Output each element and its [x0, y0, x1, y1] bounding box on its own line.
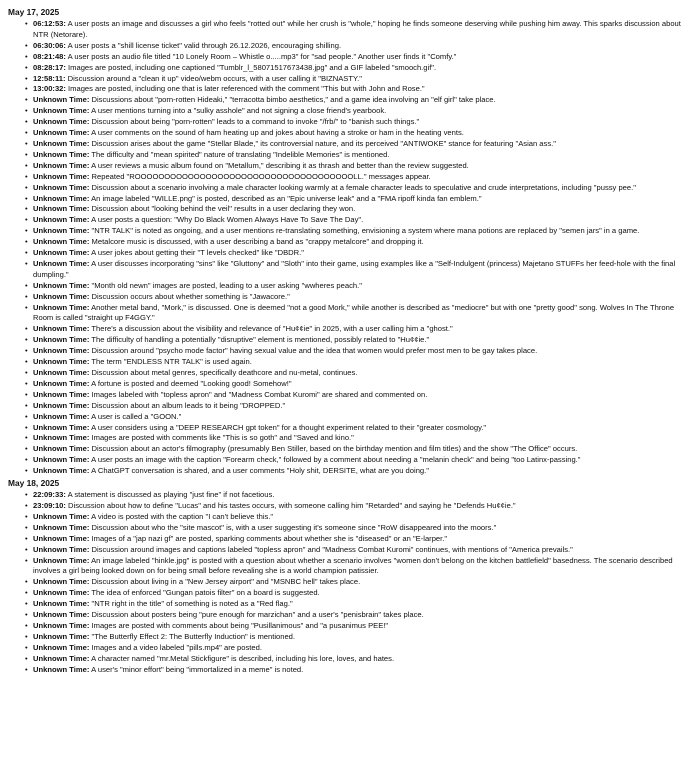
- entry-time: Unknown Time:: [33, 117, 90, 127]
- entry-time: 08:21:48:: [33, 51, 66, 61]
- list-item: [25, 357, 689, 368]
- entry-text: A user jokes about getting their "T levels checked" like "DBDR.": [89, 248, 304, 258]
- entry-text: Discussion around "psycho mode factor" having sexual value and the idea that women would prefer most men to be gay takes place.: [89, 346, 538, 356]
- list-item: [25, 588, 689, 599]
- list-item: [25, 172, 689, 183]
- entry-time: Unknown Time:: [33, 226, 90, 236]
- entry-time: Unknown Time:: [33, 411, 90, 421]
- list-item: [25, 161, 689, 172]
- entry-text: The difficulty and "mean spirited" nature of translating "Indelible Memories" is mentioned.: [89, 149, 390, 159]
- list-item: [25, 259, 689, 281]
- entry-time: Unknown Time:: [33, 599, 90, 609]
- entry-time: Unknown Time:: [33, 455, 90, 465]
- entry-text: An image labeled "WILLE.png" is posted, described as an "Epic universe leak" and a "FMA ripoff kinda fan emblem.": [89, 193, 482, 203]
- list-item: [25, 501, 689, 512]
- entry-time: Unknown Time:: [33, 258, 90, 268]
- list-item: [25, 379, 689, 390]
- entry-time: Unknown Time:: [33, 466, 90, 476]
- list-item: [25, 621, 689, 632]
- list-item: [25, 523, 689, 534]
- list-item: [25, 128, 689, 139]
- list-item: [25, 490, 689, 501]
- entry-time: Unknown Time:: [33, 302, 90, 312]
- list-item: [25, 215, 689, 226]
- list-item: [25, 390, 689, 401]
- entry-time: Unknown Time:: [33, 577, 90, 587]
- entry-text: Images labeled with "topless apron" and "Madness Combat Kuromi" are shared and commented on.: [89, 389, 428, 399]
- list-item: [25, 52, 689, 63]
- entry-text: An image labeled "hinkle.jpg" is posted with a question about whether a scenario involves "women don't belong on the kitchen battlefield" basedness. The scenario described involves a girl being looked down on for being small before revealing she is a world champion patissier.: [33, 555, 673, 576]
- entry-time: Unknown Time:: [33, 357, 90, 367]
- entry-text: Discussion about metal genres, specifically deathcore and nu-metal, continues.: [89, 368, 358, 377]
- entry-time: 22:09:33:: [33, 490, 66, 500]
- list-item: [25, 643, 689, 654]
- list-item: [25, 577, 689, 588]
- entry-time: Unknown Time:: [33, 422, 90, 432]
- list-item: [25, 335, 689, 346]
- entry-time: Unknown Time:: [33, 204, 90, 214]
- entry-time: Unknown Time:: [33, 631, 90, 641]
- entry-time: Unknown Time:: [33, 248, 90, 258]
- entry-text: A user discusses incorporating "sins" like "Gluttony" and "Sloth" into their game, using examples like a "Self-Indulgent (princess) Majetano STUFFs her feed-hole with the final dumpling.": [33, 258, 676, 279]
- entry-text: Images are posted with comments like "This is so goth" and "Saved and kino.": [89, 433, 354, 443]
- entry-time: Unknown Time:: [33, 544, 90, 554]
- entry-text: Discussion about living in a "New Jersey airport" and "MSNBC hell" takes place.: [89, 577, 361, 587]
- list-item: [25, 292, 689, 303]
- list-item: [25, 545, 689, 556]
- entry-time: Unknown Time:: [33, 378, 90, 388]
- entry-text: Images are posted with comments about being "Pusillanimous" and "a pusanimus PEE!": [89, 620, 389, 630]
- entry-text: A user is called a "GOON.": [89, 411, 182, 421]
- list-item: [25, 19, 689, 41]
- entry-text: There's a discussion about the visibility and relevance of "Hu¢¢ie" in 2025, with a user calling him a "ghost.": [89, 324, 453, 334]
- entry-time: 08:28:17:: [33, 62, 66, 72]
- entry-text: A video is posted with the caption "I can't believe this.": [89, 511, 274, 521]
- entry-time: 23:09:10:: [33, 500, 66, 510]
- entry-text: A user posts a question: "Why Do Black Women Always Have To Save The Day".: [89, 215, 364, 225]
- entry-time: Unknown Time:: [33, 642, 90, 652]
- entry-time: Unknown Time:: [33, 610, 90, 620]
- entry-text: A user posts a "shill license ticket" valid through 26.12.2026, encouraging shilling.: [65, 40, 342, 50]
- entry-text: Discussion arises about the game "Stellar Blade," its controversial nature, and its perceived "ANTIWOKE" stance for featuring "Asian ass.": [89, 138, 556, 148]
- entry-text: The difficulty of handling a potentially "disruptive" element is mentioned, possibly related to "Hu¢¢ie.": [89, 335, 430, 345]
- list-item: [25, 117, 689, 128]
- entry-text: "Month old newn" images are posted, leading to a user asking "wwheres peach.": [89, 280, 362, 290]
- list-item: [25, 324, 689, 335]
- list-item: [25, 303, 689, 325]
- entry-time: Unknown Time:: [33, 335, 90, 345]
- list-item: [25, 281, 689, 292]
- entry-time: Unknown Time:: [33, 291, 90, 301]
- list-item: [25, 106, 689, 117]
- list-item: [25, 84, 689, 95]
- entry-time: Unknown Time:: [33, 280, 90, 290]
- entry-text: Discussion about how to define "Lucas" and his tastes occurs, with someone calling him "Retarded" and saying he "Defends Hu¢¢ie.": [65, 500, 516, 510]
- list-item: [25, 183, 689, 194]
- entry-text: A user comments on the sound of ham heating up and jokes about having a stroke or ham in the heating vents.: [89, 128, 464, 138]
- entry-text: Discussion around images and captions labeled "topless apron" and "Madness Combat Kuromi" continues, with mentions of "America prevails.": [89, 544, 573, 554]
- list-item: [25, 466, 689, 477]
- entry-time: Unknown Time:: [33, 444, 90, 454]
- entry-time: Unknown Time:: [33, 522, 90, 532]
- entry-text: Repeated "ROOOOOOOOOOOOOOOOOOOOOOOOOOOOOOOOOOOOOLL." messages appear.: [89, 171, 431, 181]
- entry-text: Discussions about "porn-rotten Hideaki," "terracotta bimbo aesthetics," and a game idea involving an "elf girl" take place.: [89, 95, 496, 105]
- entry-text: "NTR TALK" is noted as ongoing, and a user mentions re-translating something, envisioning a system where mana potions are replaced by "semen jars" in a game.: [89, 226, 640, 236]
- entry-time: Unknown Time:: [33, 620, 90, 630]
- entry-time: Unknown Time:: [33, 138, 90, 148]
- list-item: [25, 248, 689, 259]
- entry-list: [8, 490, 689, 675]
- entry-time: 12:58:11:: [33, 73, 66, 83]
- entry-text: Discussion about who the "site mascot" is, with a user suggesting it's someone since "RoW disappeared into the moors.": [89, 522, 497, 532]
- entry-text: Discussion about an album leads to it being "DROPPED.": [89, 400, 286, 410]
- list-item: [25, 226, 689, 237]
- entry-time: Unknown Time:: [33, 533, 90, 543]
- list-item: [25, 237, 689, 248]
- entry-time: Unknown Time:: [33, 106, 90, 116]
- list-item: [25, 599, 689, 610]
- list-item: [25, 401, 689, 412]
- entry-text: A user reviews a music album found on "Metallum," describing it as thrash and better than the review suggested.: [89, 160, 469, 170]
- entry-text: Discussion about a scenario involving a male character looking warmly at a female character leads to speculative and crude interpretations, including "pussy pee.": [89, 182, 636, 192]
- date-heading: May 17, 2025: [8, 7, 60, 17]
- entry-text: Discussion about an actor's filmography (presumably Ben Stiller, based on the birthday mention and film titles) and the show "The Office" occurs.: [89, 444, 578, 454]
- list-item: [25, 423, 689, 434]
- entry-text: A user mentions turning into a "sulky asshole" and not signing a close friend's yearbook.: [89, 106, 387, 116]
- entry-text: Discussion about "looking behind the veil" results in a user declaring they won.: [89, 204, 356, 214]
- entry-text: A user posts an image and discusses a girl who feels "rotted out" while her crush is "whole," hoping he finds someone deserving while pushing him away. This sparks discussion about NTR (Netorare).: [33, 19, 681, 39]
- list-item: [25, 139, 689, 150]
- entry-text: A character named "mr.Metal Stickfigure" is described, including his lore, loves, and hates.: [89, 653, 395, 663]
- entry-text: Discussion around a "clean it up" video/webm occurs, with a user calling it "BIZNASTY.": [65, 73, 362, 83]
- entry-time: Unknown Time:: [33, 193, 90, 203]
- entry-time: 06:12:53:: [33, 19, 66, 28]
- entry-text: A fortune is posted and deemed "Looking good! Somehow!": [89, 378, 292, 388]
- entry-text: "The Butterfly Effect 2: The Butterfly Induction" is mentioned.: [89, 631, 296, 641]
- entry-text: A user posts an audio file titled "10 Lonely Room – Whistle o.....mp3" for "sad people." Another user finds it "Comfy.": [65, 51, 457, 61]
- entry-text: The term "ENDLESS NTR TALK" is used again.: [89, 357, 252, 367]
- list-item: [25, 346, 689, 357]
- entry-text: A user posts an image with the caption "Forearm check," followed by a comment about needing a "melanin check" and being "too Latinx-passing.": [89, 455, 581, 465]
- entry-text: Images of a "jap nazi gf" are posted, sparking comments about whether she is "diseased" or an "E-larper.": [89, 533, 448, 543]
- entry-text: A ChatGPT conversation is shared, and a user comments "Holy shit, DERSITE, what are you doing.": [89, 466, 429, 476]
- list-item: [25, 194, 689, 205]
- entry-text: Another metal band, "Mork," is discussed. One is deemed "not a good Mork," while another is described as "mediocre" but with one "pretty good" song. Wolves In The Throne Room is called "straight up F4GGY.": [33, 302, 675, 323]
- list-item: [25, 665, 689, 676]
- list-item: [25, 433, 689, 444]
- list-item: [25, 150, 689, 161]
- list-item: [25, 444, 689, 455]
- entry-time: Unknown Time:: [33, 664, 90, 674]
- entry-time: Unknown Time:: [33, 588, 90, 598]
- entry-text: Images and a video labeled "pills.mp4" are posted.: [89, 642, 262, 652]
- entry-time: 13:00:32:: [33, 84, 66, 94]
- list-item: [25, 412, 689, 423]
- entry-text: Discussion about posters being "pure enough for marzichan" and a user's "penisbrain" takes place.: [89, 610, 424, 620]
- entry-text: Metalcore music is discussed, with a user describing a band as "crappy metalcore" and dropping it.: [89, 237, 424, 247]
- entry-time: Unknown Time:: [33, 160, 90, 170]
- entry-time: Unknown Time:: [33, 368, 90, 377]
- entry-time: Unknown Time:: [33, 171, 90, 181]
- entry-time: Unknown Time:: [33, 555, 90, 565]
- entry-time: Unknown Time:: [33, 149, 90, 159]
- entry-text: The idea of enforced "Gungan patois filter" on a board is suggested.: [89, 588, 320, 598]
- entry-time: Unknown Time:: [33, 653, 90, 663]
- list-item: [25, 74, 689, 85]
- entry-time: Unknown Time:: [33, 182, 90, 192]
- entry-text: A statement is discussed as playing "just fine" if not facetious.: [65, 490, 275, 500]
- list-item: [25, 610, 689, 621]
- list-item: [25, 534, 689, 545]
- entry-time: Unknown Time:: [33, 346, 90, 356]
- entry-time: Unknown Time:: [33, 215, 90, 225]
- entry-time: Unknown Time:: [33, 237, 90, 247]
- list-item: [25, 654, 689, 665]
- entry-time: Unknown Time:: [33, 389, 90, 399]
- date-heading: May 18, 2025: [8, 478, 60, 489]
- entry-text: A user's "minor effort" being "immortalized in a meme" is noted.: [89, 664, 304, 674]
- entry-text: Discussion about being "porn-rotten" leads to a command to invoke "/frb/" to "banish such things.": [89, 117, 420, 127]
- list-item: [25, 632, 689, 643]
- entry-text: Images are posted, including one that is later referenced with the comment "This but with John and Rose.": [65, 84, 425, 94]
- list-item: [25, 63, 689, 74]
- entry-list: [8, 19, 689, 477]
- entry-text: Discussion occurs about whether something is "Jawacore.": [89, 291, 290, 301]
- list-item: [25, 95, 689, 106]
- entry-text: A user considers using a "DEEP RESEARCH gpt token" for a thought experiment related to their "greater cosmology.": [89, 422, 487, 432]
- entry-time: Unknown Time:: [33, 324, 90, 334]
- list-item: [25, 556, 689, 578]
- list-item: [25, 512, 689, 523]
- list-item: [25, 41, 689, 52]
- list-item: [25, 455, 689, 466]
- entry-text: Images are posted, including one captioned "Tumblr_l_58071517673438.jpg" and a GIF labeled "smooch.gif".: [65, 62, 437, 72]
- entry-time: Unknown Time:: [33, 95, 90, 105]
- entry-time: Unknown Time:: [33, 511, 90, 521]
- entry-text: "NTR right in the title" of something is noted as a "Red flag.": [89, 599, 293, 609]
- entry-time: Unknown Time:: [33, 128, 90, 138]
- entry-time: 06:30:06:: [33, 40, 66, 50]
- entry-time: Unknown Time:: [33, 400, 90, 410]
- entry-time: Unknown Time:: [33, 433, 90, 443]
- list-item: [25, 204, 689, 215]
- list-item: [25, 368, 689, 379]
